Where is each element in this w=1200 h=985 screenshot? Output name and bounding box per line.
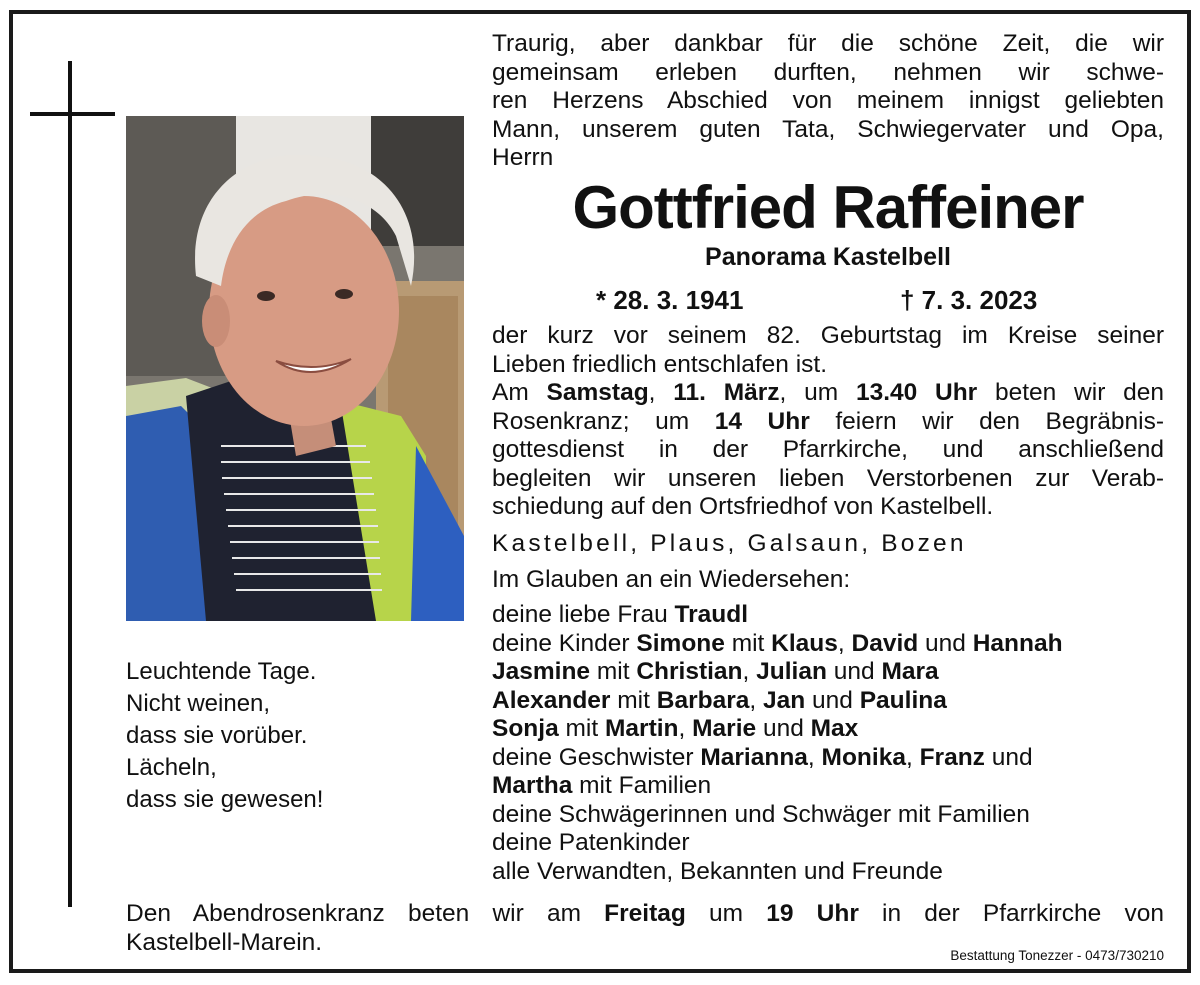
body-line: schiedung auf den Ortsfriedhof von Kastelbell. bbox=[492, 493, 994, 520]
poem-line: Lächeln, bbox=[126, 754, 217, 781]
body-line: begleiten wir unseren lieben Verstorbenen zur Verab- bbox=[492, 464, 1164, 492]
poem-line: Leuchtende Tage. bbox=[126, 658, 317, 685]
birth-date: * 28. 3. 1941 bbox=[596, 285, 744, 315]
body-line: gottesdienst in der Pfarrkirche, und anschließend bbox=[492, 436, 1164, 463]
poem-line: dass sie vorüber. bbox=[126, 722, 308, 749]
cross-horizontal bbox=[30, 112, 115, 116]
mourner-line: deine Patenkinder bbox=[492, 829, 690, 856]
cross-vertical bbox=[68, 61, 72, 907]
intro-line: Mann, unserem guten Tata, Schwiegervater und Opa, bbox=[492, 115, 1164, 143]
mourner-line: Sonja mit Martin, Marie und Max bbox=[492, 715, 859, 742]
mourner-line: Alexander mit Barbara, Jan und Paulina bbox=[492, 686, 947, 714]
announcement-text bbox=[492, 322, 1164, 522]
death-date: † 7. 3. 2023 bbox=[900, 285, 1038, 315]
intro-line: Traurig, aber dankbar für die schöne Zeit, die wir bbox=[492, 30, 1164, 57]
footer-line: Kastelbell-Marein. bbox=[126, 928, 323, 956]
deceased-place: Panorama Kastelbell bbox=[705, 243, 951, 271]
mourner-line: Martha mit Familien bbox=[492, 772, 712, 799]
mourners-heading: Im Glauben an ein Wiedersehen: bbox=[492, 566, 851, 593]
mourners-list bbox=[492, 601, 1164, 886]
body-line: Lieben friedlich entschlafen ist. bbox=[492, 350, 828, 378]
deceased-name: Gottfried Raffeiner bbox=[572, 174, 1084, 241]
mourner-line: alle Verwandten, Bekannten und Freunde bbox=[492, 857, 943, 885]
mourner-line: Jasmine mit Christian, Julian und Mara bbox=[492, 658, 939, 685]
places-line: Kastelbell, Plaus, Galsaun, Bozen bbox=[492, 530, 967, 557]
mourner-line: deine Geschwister Marianna, Monika, Franz und bbox=[492, 743, 1033, 771]
poem-line: dass sie gewesen! bbox=[126, 786, 324, 813]
poem bbox=[126, 656, 323, 816]
funeral-home-credit: Bestattung Tonezzer - 0473/730210 bbox=[950, 948, 1164, 963]
intro-line: Herrn bbox=[492, 144, 554, 171]
intro-text bbox=[492, 30, 1164, 173]
mourner-line: deine Schwägerinnen und Schwäger mit Familien bbox=[492, 800, 1030, 828]
mourner-line: deine Kinder Simone mit Klaus, David und Hannah bbox=[492, 629, 1063, 657]
intro-line: ren Herzens Abschied von meinem innigst geliebten bbox=[492, 87, 1164, 114]
portrait-photo bbox=[126, 116, 464, 621]
footer-line: Den Abendrosenkranz beten wir am Freitag um 19 Uhr in der Pfarrkirche von bbox=[126, 900, 1164, 927]
body-line: der kurz vor seinem 82. Geburtstag im Kreise seiner bbox=[492, 322, 1164, 349]
poem-line: Nicht weinen, bbox=[126, 690, 271, 717]
mourner-line: deine liebe Frau Traudl bbox=[492, 601, 749, 628]
intro-line: gemeinsam erleben durften, nehmen wir schwe- bbox=[492, 58, 1164, 86]
body-line: Am Samstag, 11. März, um 13.40 Uhr beten wir den bbox=[492, 379, 1165, 406]
body-line: Rosenkranz; um 14 Uhr feiern wir den Begräbnis- bbox=[492, 407, 1165, 435]
